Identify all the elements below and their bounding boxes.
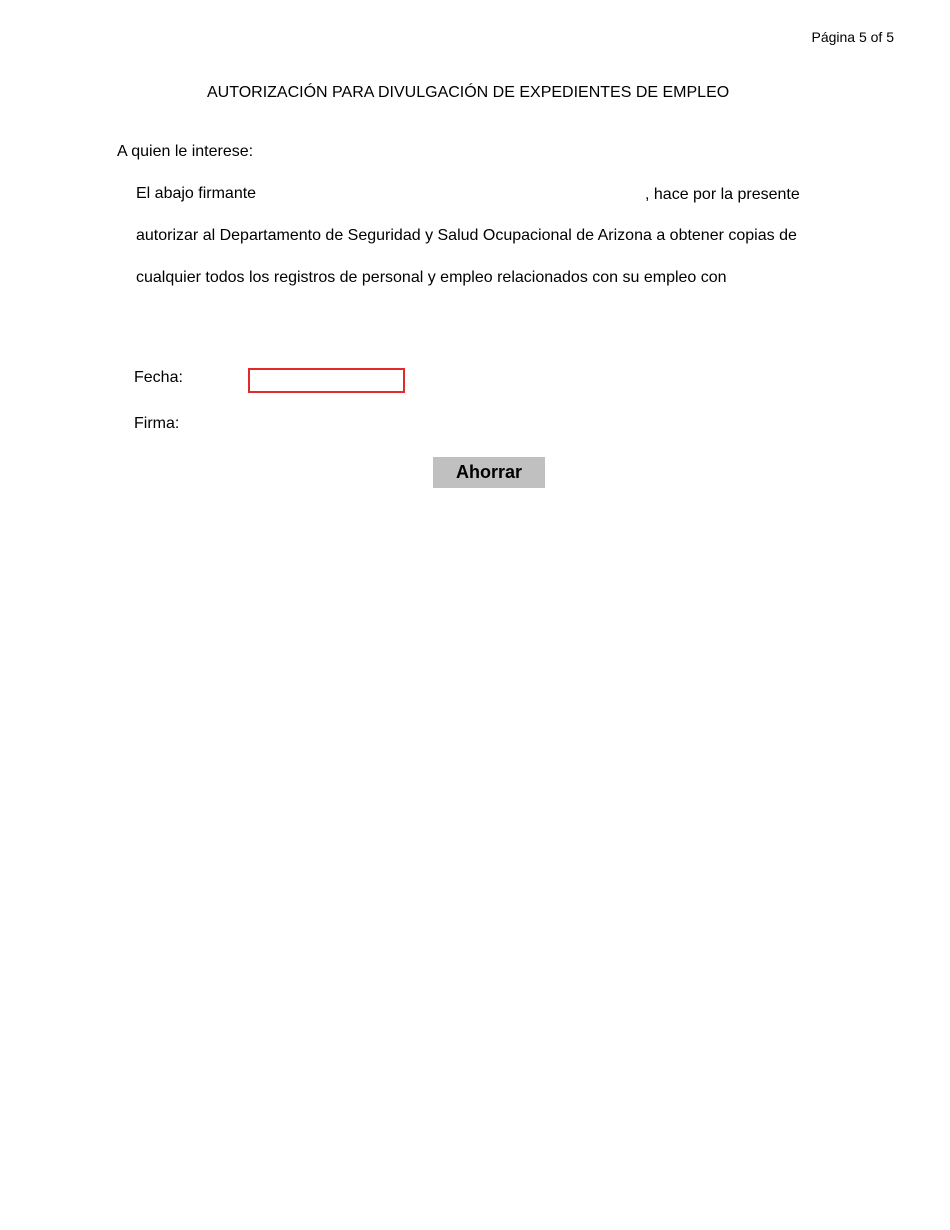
- body-line-1-start: El abajo firmante: [136, 185, 257, 202]
- body-line-2: autorizar al Departamento de Seguridad y Salud Ocupacional de Arizona a obtener copias de: [136, 227, 797, 244]
- body-line-3: cualquier todos los registros de personal y empleo relacionados con su empleo con: [136, 269, 727, 286]
- date-label: Fecha:: [134, 369, 183, 386]
- salutation: A quien le interese:: [117, 143, 254, 160]
- document-title: AUTORIZACIÓN PARA DIVULGACIÓN DE EXPEDIENTES DE EMPLEO: [207, 84, 730, 101]
- save-button[interactable]: Ahorrar: [433, 457, 545, 488]
- undersigned-name-field[interactable]: [272, 182, 644, 210]
- page-number: Página 5 of 5: [811, 29, 894, 45]
- body-line-1-end: , hace por la presente: [645, 186, 800, 203]
- signature-label: Firma:: [134, 415, 180, 432]
- signature-field[interactable]: [248, 412, 552, 438]
- date-field[interactable]: [248, 368, 405, 393]
- employer-name-field[interactable]: [768, 266, 912, 294]
